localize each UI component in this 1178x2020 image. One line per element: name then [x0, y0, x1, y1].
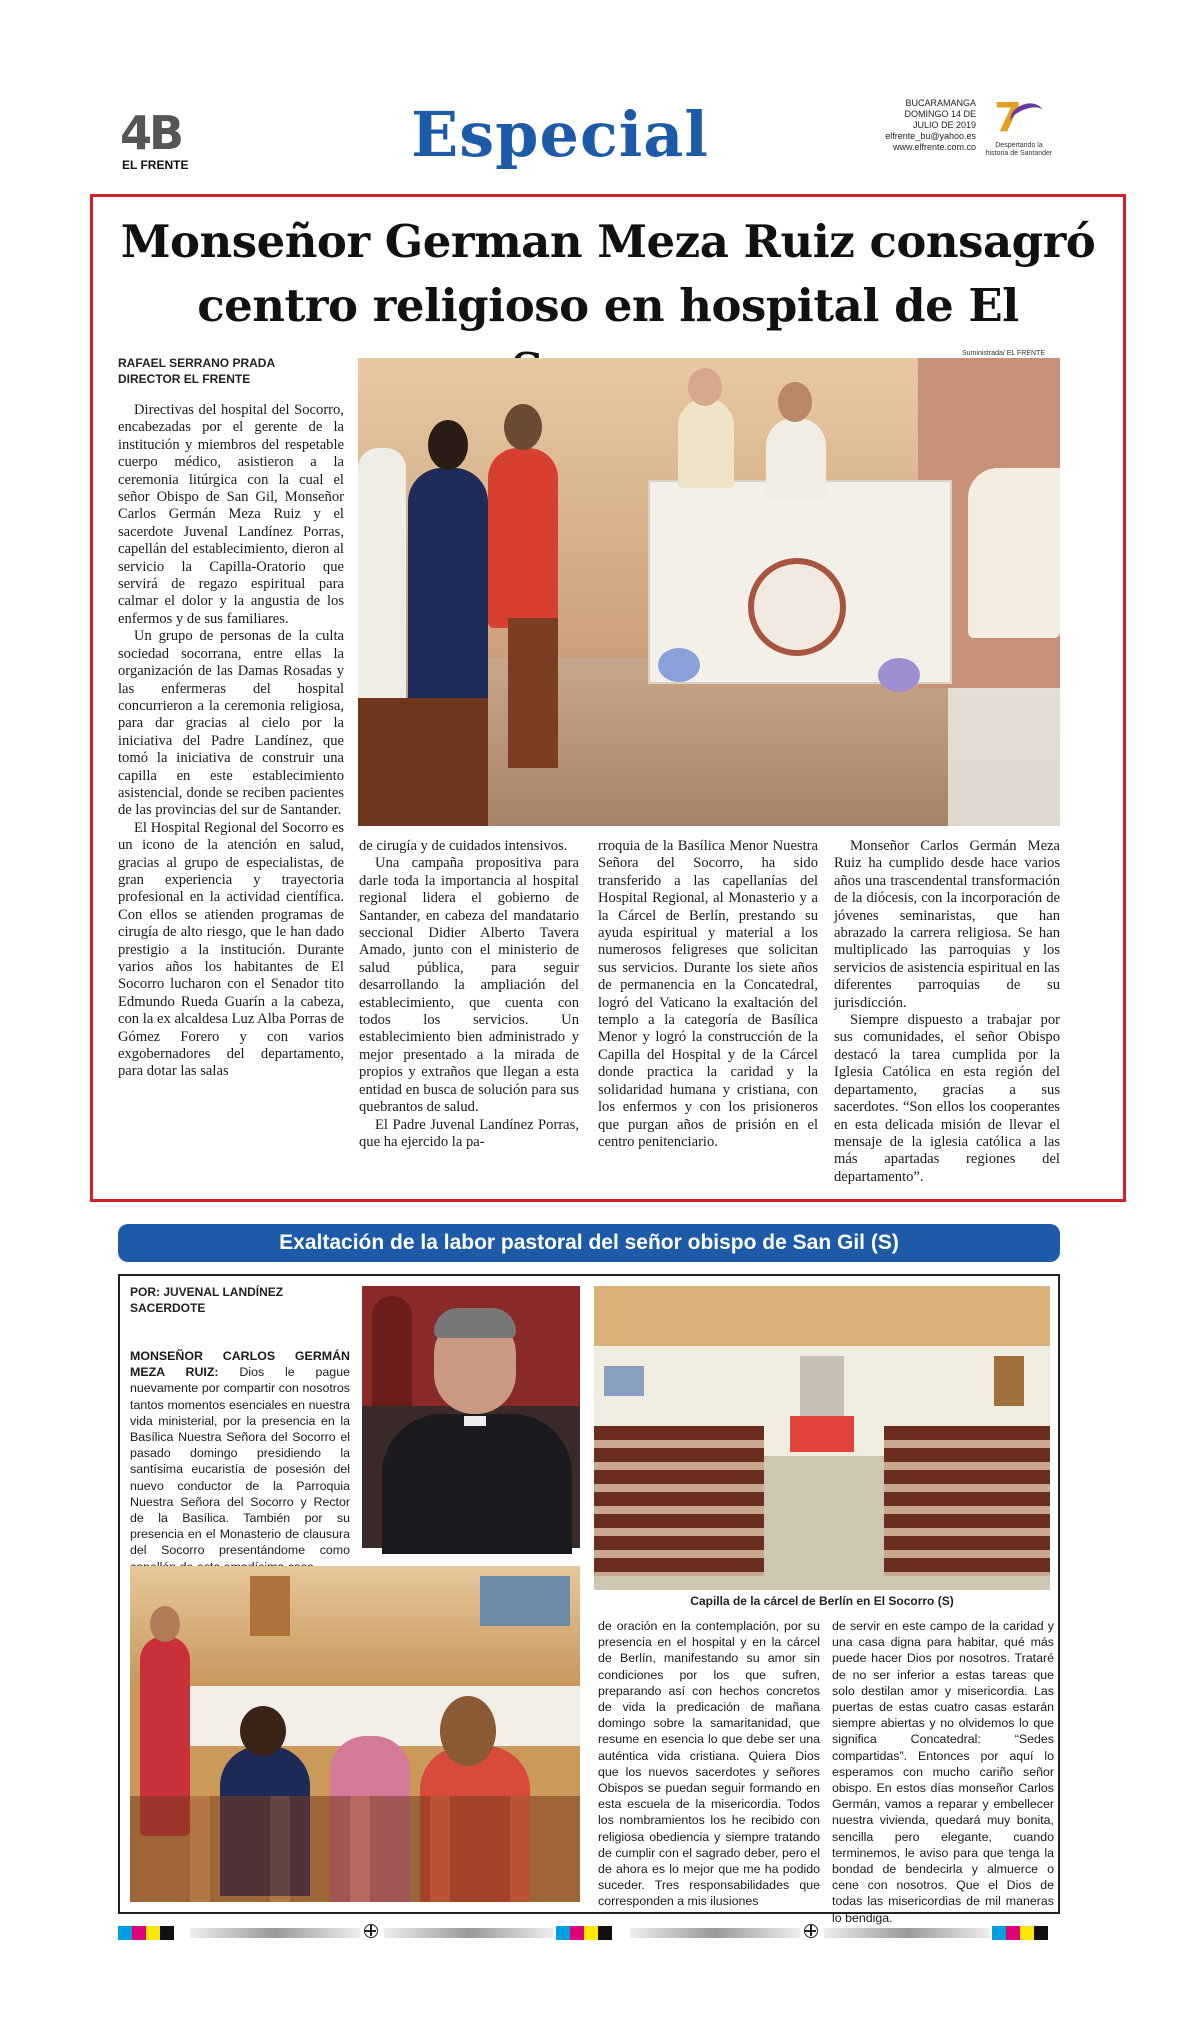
yellow-swatch [584, 1926, 598, 1940]
article-column-3 [598, 838, 818, 1198]
paragraph: rroquia de la Basílica Menor Nuestra Señora del Socorro, ha sido transferido a las capellanías del Hospital Regional, al Monasterio y a la Cárcel de Berlín, prestando su ayuda espiritual y material a los numerosos feligreses que solicitan sus servicios. Durante los siete años de permanencia en la Concatedral, logró del Vaticano la exaltación del templo a la categoría de Basílica Menor y logró la construcción de la Capilla del Hospital y de la Cárcel donde practica la caridad y la solidaridad humana y cristiana, con los enfermos y con los prisioneros que purgan años de prisión en el centro penitenciario. [598, 838, 818, 1150]
cyan-swatch [118, 1926, 132, 1940]
magenta-swatch [132, 1926, 146, 1940]
congregation-photo [130, 1566, 580, 1902]
magenta-swatch [1006, 1926, 1020, 1940]
paragraph: Dios le pague nuevamente por compartir con nosotros tantos momentos esenciales en nuestra vida ministerial, por la presencia en la Basílica Nuestra Señora del Socorro el pasado domingo presidiendo la santísima eucaristía de posesión del nuevo conductor de la Parroquia Nuestra Señora del Socorro y Rector de la Basílica. También por su presencia en el Monasterio de clausura del Socorro presentándome como [130, 1365, 350, 1558]
article-byline [118, 355, 275, 387]
header-website: www.elfrente.com.co [892, 142, 976, 152]
color-bar-left [118, 1926, 188, 1940]
banner-title: Exaltación de la labor pastoral del señor obispo de San Gil (S) [279, 1231, 899, 1254]
paragraph: de servir en este campo de la caridad y una casa digna para habitar, qué más puede hacer Dios por nosotros. Trataré de no ser inferior a estas tareas que solo destilan amor y misericordia. Las puertas de estas cuatro casas estarán siempre abiertas y no olvidemos lo que significa Concatedral: “Sedes compartidas”. Entonces por aquí lo esperamos con mucho cariño señor obispo. En estos días monseñor Carlos Germán, vamos a reparar y embellecer nuestra vivienda, quedará muy bonita, sencilla pero elegante, cuando terminemos, le aviso para que tenga la bondad de bendecirla y almuerce o cene con nosotros. Que el Dios de todas las misericordias de mil maneras lo bendiga. [832, 1619, 1054, 1925]
byline-role: SACERDOTE [130, 1301, 206, 1315]
chapel-caption: Capilla de la cárcel de Berlín en El Socorro (S) [690, 1594, 954, 1608]
header-email: elfrente_bu@yahoo.es [885, 131, 976, 141]
magenta-swatch [570, 1926, 584, 1940]
article-headline: Monseñor German Meza Ruiz consagró centro religioso en hospital de El [120, 215, 1096, 332]
byline-role: DIRECTOR EL FRENTE [118, 372, 251, 386]
black-swatch [598, 1926, 612, 1940]
color-bar-right [992, 1926, 1062, 1940]
photo-credit: Suministrada/ EL FRENTE [962, 350, 1045, 357]
article-column-2 [359, 838, 579, 1198]
second-column-2 [598, 1618, 820, 1908]
bishop-portrait-photo [362, 1286, 580, 1548]
second-byline [130, 1284, 283, 1316]
paper-name: EL FRENTE [122, 158, 189, 172]
color-bar-center [556, 1926, 626, 1940]
cyan-swatch [992, 1926, 1006, 1940]
byline-name: POR: JUVENAL LANDÍNEZ [130, 1285, 284, 1299]
lead-in: MONSEÑOR CARLOS GERMÁN MEZA RUIZ: [130, 1349, 350, 1380]
header-city: BUCARAMANGA [905, 98, 976, 108]
header-info [880, 98, 976, 153]
article-column-4 [834, 838, 1060, 1198]
second-column-1 [130, 1348, 350, 1568]
paragraph: El Padre Juvenal Landínez Porras, que ha ejercido la pa- [359, 1116, 579, 1150]
paragraph: El Hospital Regional del Socorro es un icono de la atención en salud, gracias al grupo de especialistas, de gran experiencia y trayectoria profesional en la actividad científica. Con ellos se atienden programas de cirugía de alto riesgo, que le han dado prestigio a la institución. Durante varios años los habitantes de El Socorro lucharon con el Senador tito Edmundo Rueda Guarín a la cabeza, con la ex alcaldesa Luz Alba Porras de Gómez Forero y con varios exgobernadores del departamento, para dotar las salas [118, 819, 344, 1080]
yellow-swatch [1020, 1926, 1034, 1940]
cyan-swatch [556, 1926, 570, 1940]
gray-gradient-bar [384, 1928, 554, 1938]
header-date: DOMINGO 14 DE JULIO DE 2019 [904, 109, 976, 130]
prison-chapel-photo [594, 1286, 1050, 1590]
ceremony-photo [358, 358, 1060, 826]
section-banner [118, 1224, 1060, 1262]
page-number: 4B [120, 106, 182, 160]
section-title: Especial [411, 98, 709, 171]
registration-mark-icon [364, 1924, 378, 1938]
logo-number: 7 [994, 95, 1022, 141]
logo-caption: Despertando la historia de Santander [985, 142, 1053, 157]
paragraph: Siempre dispuesto a trabajar por sus comunidades, el señor Obispo destacó la tarea cumplida por la Iglesia Católica en esta región del departamento, gracias a sus sacerdotes. “Son ellos los cooperantes en esta delicada misión de llevar el mensaje de la iglesia católica a las más apartadas regiones del departamento”. [834, 1012, 1060, 1185]
byline-name: RAFAEL SERRANO PRADA [118, 356, 276, 370]
gray-gradient-bar [630, 1928, 800, 1938]
second-column-3 [832, 1618, 1054, 1925]
anniversary-logo [984, 95, 1054, 168]
article-column-1 [118, 402, 344, 1198]
paragraph: Una campaña propositiva para darle toda la importancia al hospital regional lidera el gobierno de Santander, en cabeza del mandatario seccional Didier Alberto Tavera Amado, junto con el ministerio de salud pública, para seguir desarrollando la ampliación del establecimiento, que cuenta con todos los servicios. Un establecimiento bien administrado y mejor presentado a la mirada de propios y extraños que llegan a esta entidad en busca de solución para sus quebrantos de salud. [359, 855, 579, 1116]
gray-gradient-bar [824, 1928, 990, 1938]
registration-mark-icon [804, 1924, 818, 1938]
paragraph: Un grupo de personas de la culta sociedad socorrana, entre ellas la organización de las Damas Rosadas y las enfermeras del hospital concurrieron a la ceremonia religiosa, para dar gracias al cielo por la iniciativa del Padre Landínez, que tomó la iniciativa de construir una capilla en este establecimiento asistencial, donde se reciben pacientes de las provincias del sur de Santander. [118, 628, 344, 819]
paragraph: de oración en la contemplación, por su presencia en el hospital y en la cárcel de Berlín, manifestando su amor sin condiciones por los que sufren, preparando así con hechos concretos de vida la predicación de mañana domingo sobre la samaritanidad, que resume en esencia lo que debe ser una auténtica vida cristiana. Quiera Dios que los nuevos sacerdotes y señores Obispos se puedan seguir formando en esta escuela de la misericordia. Todos los nombramientos los he recibido con religiosa obediencia y siempre tratando de cumplir con el sagrado deber, pero el de ahora es lo mejor que me ha podido suceder. Tres responsabilidades que corresponden a mis ilusiones [598, 1619, 820, 1909]
paragraph: Directivas del hospital del Socorro, encabezadas por el gerente de la institución y miembros del respetable cuerpo médico, asistieron a la ceremonia litúrgica con la cual el señor Obispo de San Gil, Monseñor Carlos Germán Meza Ruiz y el sacerdote Juvenal Landínez Porras, capellán del establecimiento, dieron al servicio la Capilla-Oratorio que servirá de regazo espiritual para calmar el dolor y la angustia de los enfermos y de sus familiares. [118, 402, 344, 627]
gray-gradient-bar [190, 1928, 360, 1938]
paragraph: Monseñor Carlos Germán Meza Ruiz ha cumplido desde hace varios años una trascendental transformación de la diócesis, con la incorporación de jóvenes seminaristas, que han abrazado la carrera religiosa. Se han multiplicado las parroquias y los servicios de asistencia espiritual en las diferentes parroquias de su jurisdicción. [834, 838, 1060, 1011]
paragraph: de cirugía y de cuidados intensivos. [359, 838, 568, 854]
yellow-swatch [146, 1926, 160, 1940]
black-swatch [1034, 1926, 1048, 1940]
black-swatch [160, 1926, 174, 1940]
